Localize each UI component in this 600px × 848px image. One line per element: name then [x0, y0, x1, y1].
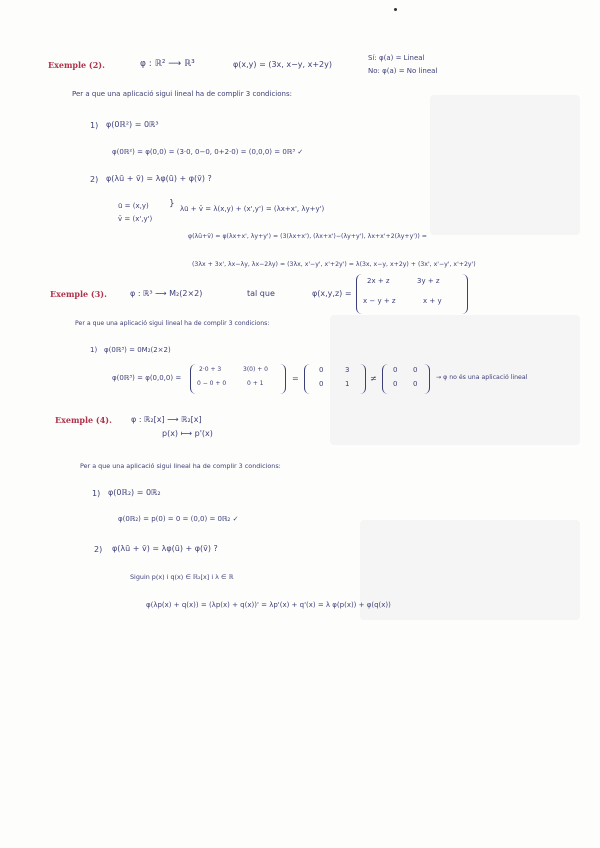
- example-2-definition: φ(x,y) = (3x, x−y, x+2y): [233, 60, 332, 69]
- example-2-step1-work: φ(0ℝ²) = φ(0,0) = (3·0, 0−0, 0+2·0) = (0,0,0) = 0ℝ³ ✓: [112, 148, 304, 156]
- example-4-step1-label: 1): [92, 489, 101, 498]
- example-3-step1: φ(0ℝ³) = 0M₂(2×2): [104, 346, 171, 354]
- example-3-map: φ : ℝ³ ⟶ M₂(2×2): [130, 289, 203, 298]
- example-3-step1-label: 1): [90, 346, 98, 354]
- matrix-cell: 1: [345, 380, 350, 388]
- brace-icon: }: [169, 199, 175, 209]
- example-2-title: Exemple (2).: [48, 60, 105, 70]
- matrix-cell: 0: [319, 366, 324, 374]
- example-2-intro: Per a que una aplicació sigui lineal ha de complir 3 condicions:: [72, 90, 292, 98]
- matrix-cell: 0 − 0 + 0: [197, 380, 227, 387]
- not-equal-sign: ≠: [370, 374, 377, 383]
- example-2-note-no: No: φ(a) = No lineal: [368, 67, 438, 75]
- example-2-line-a: φ(λū+v̄) = φ(λx+x', λy+y') = (3(λx+x'), (λx+x')−(λy+y'), λx+x'+2(λy+y')) =: [188, 233, 427, 240]
- example-3-zero-matrix: [382, 364, 430, 394]
- example-2-map: φ : ℝ² ⟶ ℝ³: [140, 59, 195, 69]
- example-3-def-lhs: φ(x,y,z) =: [312, 289, 352, 298]
- example-3-condition: tal que: [247, 289, 275, 298]
- example-2-step1-label: 1): [90, 121, 99, 130]
- example-3-matrix-b: [304, 364, 366, 394]
- example-2-combination: λū + v̄ = λ(x,y) + (x',y') = (λx+x', λy+y'): [180, 205, 325, 213]
- example-2-step2-label: 2): [90, 175, 99, 184]
- example-4-title: Exemple (4).: [55, 415, 112, 425]
- example-4-step2-label: 2): [94, 545, 103, 554]
- ink-dot: [394, 8, 397, 11]
- example-3-step1-lhs: φ(0ℝ³) = φ(0,0,0) =: [112, 374, 182, 382]
- example-4-intro: Per a que una aplicació sigui lineal ha de complir 3 condicions:: [80, 462, 281, 470]
- paper-smudge: [430, 95, 580, 235]
- matrix-cell: 3y + z: [417, 277, 440, 285]
- example-2-note-yes: Sí: φ(a) = Lineal: [368, 54, 425, 62]
- matrix-cell: 2·0 + 3: [199, 366, 222, 373]
- example-2-step2: φ(λū + v̄) = λφ(ū) + φ(v̄) ?: [106, 174, 212, 183]
- matrix-cell: 0: [413, 380, 418, 388]
- matrix-cell: x + y: [423, 297, 442, 305]
- paper-smudge: [360, 520, 580, 620]
- example-4-given: Siguin p(x) i q(x) ∈ ℝ₂[x] i λ ∈ ℝ: [130, 573, 234, 581]
- example-4-step1: φ(0ℝ₂) = 0ℝ₂: [108, 488, 161, 497]
- matrix-cell: 0 + 1: [247, 380, 264, 387]
- example-2-step1: φ(0ℝ²) = 0ℝ³: [106, 120, 159, 129]
- example-4-map-bottom: p(x) ⟼ p'(x): [162, 429, 213, 438]
- example-4-step1-work: φ(0ℝ₂) = p(0) = 0 = (0,0) = 0ℝ₂ ✓: [118, 515, 239, 523]
- example-3-verdict: → φ no és una aplicació lineal: [436, 374, 528, 381]
- matrix-cell: 3: [345, 366, 350, 374]
- example-3-matrix-a: [190, 364, 286, 394]
- example-3-matrix: [356, 274, 468, 314]
- matrix-cell: 2x + z: [367, 277, 390, 285]
- example-3-title: Exemple (3).: [50, 289, 107, 299]
- example-4-final: φ(λp(x) + q(x)) = (λp(x) + q(x))' = λp'(x) + q'(x) = λ φ(p(x)) + φ(q(x)): [146, 601, 391, 609]
- matrix-cell: 0: [319, 380, 324, 388]
- example-4-map-top: φ : ℝ₂[x] ⟶ ℝ₂[x]: [131, 415, 202, 424]
- example-2-v-def: v̄ = (x',y'): [118, 215, 153, 223]
- matrix-cell: 3(0) + 0: [243, 366, 268, 373]
- matrix-cell: x − y + z: [363, 297, 396, 305]
- example-4-step2: φ(λū + v̄) = λφ(ū) + φ(v̄) ?: [112, 544, 218, 553]
- example-3-intro: Per a que una aplicació sigui lineal ha de complir 3 condicions:: [75, 320, 270, 327]
- example-2-line-b: (3λx + 3x', λx−λy, λx−2λy) = (3λx, x'−y', x'+2y') = λ(3x, x−y, x+2y) + (3x', x'−y', x'+2y'): [192, 261, 476, 268]
- equals-sign: =: [292, 374, 299, 383]
- matrix-cell: 0: [393, 366, 398, 374]
- matrix-cell: 0: [393, 380, 398, 388]
- matrix-cell: 0: [413, 366, 418, 374]
- example-2-u-def: ū = (x,y): [118, 202, 149, 210]
